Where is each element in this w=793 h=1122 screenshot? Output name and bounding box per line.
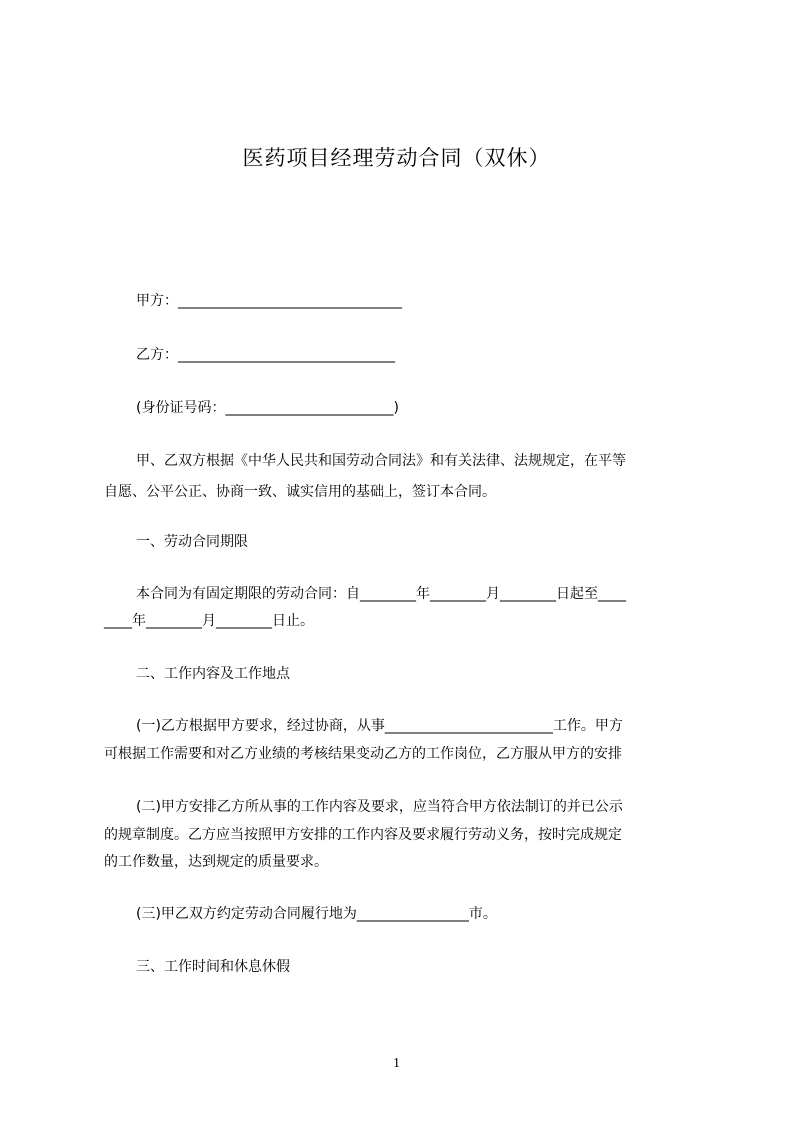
party-b-line: 乙方：_______________________________	[136, 347, 395, 363]
preamble-line-1: 甲、乙双方根据《中华人民共和国劳动合同法》和有关法律、法规规定，在平等	[136, 453, 626, 469]
work-clause-2-line-1: (二)甲方安排乙方所从事的工作内容及要求，应当符合甲方依法制订的并已公示	[136, 799, 623, 815]
section-heading-work: 二、工作内容及工作地点	[136, 666, 290, 682]
document-title: 医药项目经理劳动合同（双休）	[242, 146, 551, 170]
section-heading-term: 一、劳动合同期限	[136, 534, 248, 550]
work-clause-1-line-2: 可根据工作需要和对乙方业绩的考核结果变动乙方的工作岗位，乙方服从甲方的安排	[104, 746, 622, 762]
id-number-line: (身份证号码：________________________)	[136, 400, 399, 416]
work-clause-3-line-1: (三)甲乙双方约定劳动合同履行地为________________市。	[136, 906, 497, 922]
section-heading-hours: 三、工作时间和休息休假	[136, 959, 290, 975]
work-clause-2-line-3: 的工作数量，达到规定的质量要求。	[104, 854, 328, 870]
term-line-2: ____年________月________日止。	[104, 613, 314, 629]
work-clause-2-line-2: 的规章制度。乙方应当按照甲方安排的工作内容及要求履行劳动义务，按时完成规定	[104, 827, 622, 843]
page-number: 1	[393, 1056, 400, 1071]
term-line-1: 本合同为有固定期限的劳动合同：自________年________月________日起至____	[136, 586, 626, 602]
party-a-line: 甲方：________________________________	[136, 293, 402, 309]
work-clause-1-line-1: (一)乙方根据甲方要求，经过协商，从事________________________工作。甲方	[136, 718, 623, 734]
preamble-line-2: 自愿、公平公正、协商一致、诚实信用的基础上，签订本合同。	[104, 484, 496, 500]
